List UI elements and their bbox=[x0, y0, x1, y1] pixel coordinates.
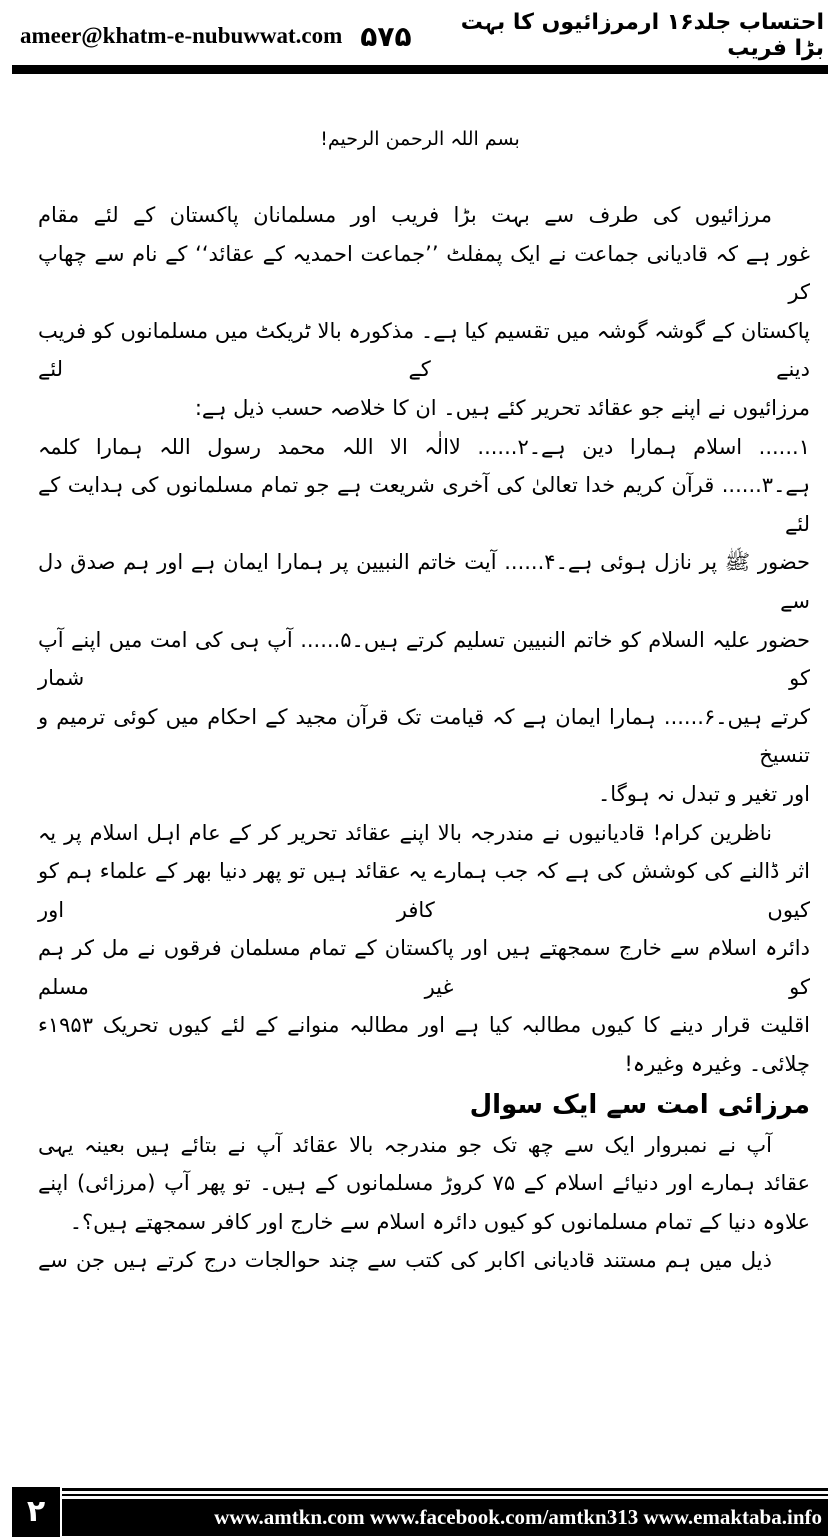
text-line: ذیل میں ہم مستند قادیانی اکابر کی کتب سے چند حوالجات درج کرتے ہیں جن سے bbox=[38, 1248, 772, 1273]
text-line: ناظرین کرام! قادیانیوں نے مندرجہ بالا اپنے عقائد تحریر کر کے عام اہل اسلام پر یہ bbox=[38, 820, 772, 845]
section-heading: مرزائی امت سے ایک سوال bbox=[469, 1089, 810, 1120]
text-line: چلائی۔ وغیرہ وغیرہ! bbox=[624, 1052, 810, 1077]
header-page-number: ۵۷۵ bbox=[360, 19, 412, 53]
bismillah: بسم اللہ الرحمن الرحیم! bbox=[320, 128, 520, 150]
text-line: دائرہ اسلام سے خارج سمجھتے ہیں اور پاکستان کے تمام مسلمان فرقوں نے مل کر ہم کو غیر مسلم bbox=[38, 936, 810, 999]
page-header bbox=[20, 12, 824, 60]
text-line: اقلیت قرار دینے کا کیوں مطالبہ کیا ہے اور مطالبہ منوانے کے لئے کیوں تحریک ۱۹۵۳ء bbox=[38, 1013, 810, 1038]
header-title: احتساب جلد۱۶ ارمرزائیوں کا بہت بڑا فریب bbox=[460, 10, 824, 61]
text-line: آپ نے نمبروار ایک سے چھ تک جو مندرجہ بالا عقائد آپ نے بتائے ہیں بعینہ یہی bbox=[38, 1132, 772, 1157]
footer-rule bbox=[62, 1488, 828, 1491]
header-rule bbox=[12, 65, 828, 74]
footer-rule bbox=[62, 1494, 828, 1496]
header-email: ameer@khatm-e-nubuwwat.com bbox=[20, 23, 343, 48]
footer-page-number: ۲ bbox=[12, 1487, 60, 1537]
text-line: غور ہے کہ قادیانی جماعت نے ایک پمفلٹ ’’جماعت احمدیہ کے عقائد‘‘ کے نام سے چھاپ کر bbox=[38, 241, 810, 305]
text-line: عقائد ہمارے اور دنیائے اسلام کے ۷۵ کروڑ مسلمانوں کے ہیں۔ تو پھر آپ (مرزائی) اپنے bbox=[38, 1171, 810, 1196]
text-line: کرتے ہیں۔۶...... ہمارا ایمان ہے کہ قیامت تک قرآن مجید کے احکام میں کوئی ترمیم و تنسیخ bbox=[38, 704, 810, 768]
text-line: اثر ڈالنے کی کوشش کی ہے کہ جب ہمارے یہ عقائد ہیں تو پھر دنیا بھر کے علماء ہم کو کیوں کافر اور bbox=[38, 859, 810, 922]
text-line: ہے۔۳...... قرآن کریم خدا تعالیٰ کی آخری شریعت ہے جو تمام مسلمانوں کی ہدایت کے لئے bbox=[38, 473, 810, 536]
page-body bbox=[38, 196, 810, 1280]
text-line: پاکستان کے گوشہ گوشہ میں تقسیم کیا ہے۔ مذکورہ بالا ٹریکٹ میں مسلمانوں کو فریب دینے کے لئے bbox=[38, 318, 810, 382]
text-line: ۱...... اسلام ہمارا دین ہے۔۲...... لاالٰہ الا اللہ محمد رسول اللہ ہمارا کلمہ bbox=[38, 434, 810, 459]
text-line: مرزائیوں نے اپنے جو عقائد تحریر کئے ہیں۔ ان کا خلاصہ حسب ذیل ہے: bbox=[194, 395, 810, 420]
text-line: حضور علیہ السلام کو خاتم النبیین تسلیم کرتے ہیں۔۵...... آپ ہی کی امت میں اپنے آپ کو شمار bbox=[38, 627, 810, 691]
footer-links: www.amtkn.com www.facebook.com/amtkn313 www.emaktaba.info bbox=[62, 1499, 828, 1536]
text-line: علاوہ دنیا کے تمام مسلمانوں کو کیوں دائرہ اسلام سے خارج اور کافر سمجھتے ہیں؟۔ bbox=[69, 1209, 810, 1234]
text-line: مرزائیوں کی طرف سے بہت بڑا فریب اور مسلمانان پاکستان کے لئے مقام bbox=[38, 203, 772, 227]
text-line: اور تغیر و تبدل نہ ہوگا۔ bbox=[598, 781, 810, 806]
text-line: حضور ﷺ پر نازل ہوئی ہے۔۴...... آیت خاتم النبیین پر ہمارا ایمان ہے اور ہم صدق دل سے bbox=[38, 550, 811, 613]
